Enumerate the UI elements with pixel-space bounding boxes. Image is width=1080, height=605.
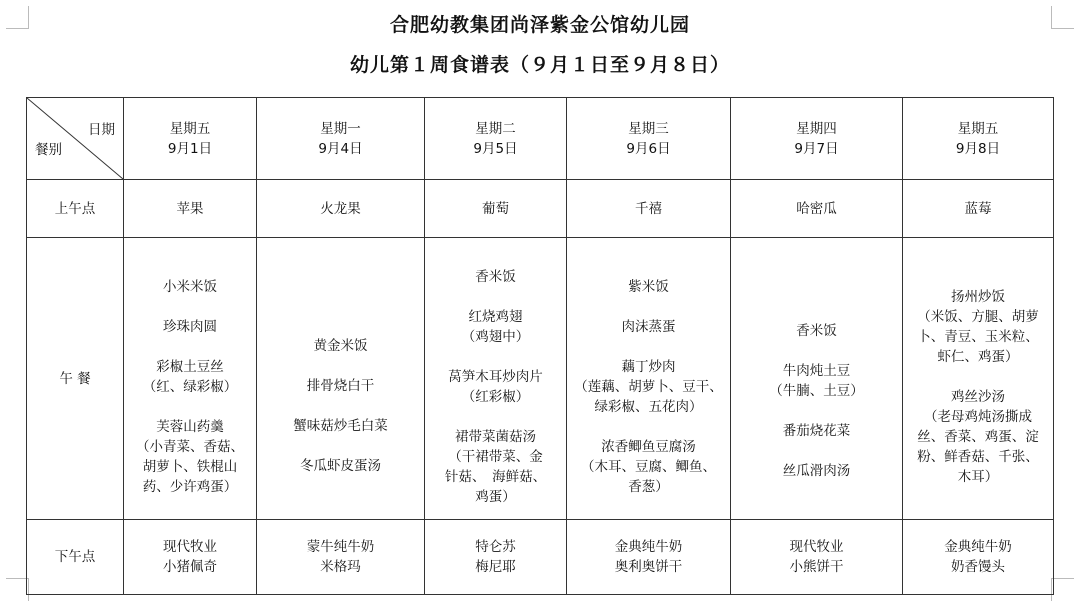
document-title: 合肥幼教集团尚泽紫金公馆幼儿园 xyxy=(389,14,690,36)
dish-name: 珍珠肉圆 xyxy=(163,318,217,335)
dish xyxy=(628,277,669,297)
dish-ingredients: （莲藕、胡萝卜、豆干、 绿彩椒、五花肉） xyxy=(574,378,723,415)
dish-name: 香米饭 xyxy=(475,268,516,285)
day-header-5 xyxy=(731,98,903,180)
dish-ingredients: （牛腩、土豆） xyxy=(769,382,864,399)
date: 9月1日 xyxy=(167,140,213,157)
date: 9月6日 xyxy=(626,140,671,157)
crop-mark-bottom-right xyxy=(1051,578,1074,601)
dish-name: 莴笋木耳炒肉片 xyxy=(448,368,543,385)
date: 9月4日 xyxy=(318,140,363,157)
dish-name: 藕丁炒肉 xyxy=(621,358,676,375)
snack-food: 奥利奥饼干 xyxy=(614,559,683,575)
lunch-cell-day-4 xyxy=(567,238,731,520)
weekday: 星期三 xyxy=(628,120,669,137)
dish-name: 丝瓜滑肉汤 xyxy=(782,462,851,479)
dish-name: 冬瓜虾皮蛋汤 xyxy=(300,457,381,474)
morning-snack-cell: 火龙果 xyxy=(257,180,425,238)
snack-food: 小熊饼干 xyxy=(789,559,844,575)
dish xyxy=(300,456,381,476)
dish xyxy=(445,427,546,507)
morning-snack-cell: 蓝莓 xyxy=(903,180,1054,238)
lunch-label: 午 餐 xyxy=(27,238,124,520)
dish xyxy=(163,277,217,297)
dish xyxy=(163,317,217,337)
morning-snack-cell: 千禧 xyxy=(567,180,731,238)
dish-name: 鸡丝沙汤 xyxy=(951,388,1005,405)
dish-name: 肉沫蒸蛋 xyxy=(621,318,676,335)
dish-name: 红烧鸡翅 xyxy=(468,308,523,325)
dish xyxy=(136,417,244,497)
dish xyxy=(314,336,368,356)
date: 9月8日 xyxy=(955,140,1001,157)
snack-drink: 金典纯牛奶 xyxy=(614,539,683,555)
dish xyxy=(783,421,851,441)
dish-name: 排骨烧白干 xyxy=(306,377,375,394)
afternoon-snack-label: 下午点 xyxy=(27,520,124,595)
dish xyxy=(622,317,676,337)
dish-ingredients: （干裙带菜、金 针菇、 海鲜菇、 鸡蛋） xyxy=(444,448,547,505)
afternoon-snack-cell xyxy=(567,520,731,595)
dish-name: 扬州炒饭 xyxy=(951,288,1005,305)
snack-food: 小猪佩奇 xyxy=(163,559,217,575)
menu-table xyxy=(26,97,1054,595)
dish xyxy=(581,437,716,497)
lunch-cell-day-1 xyxy=(124,238,257,520)
dish xyxy=(796,321,837,341)
day-header-6 xyxy=(903,98,1054,180)
lunch-cell-day-3 xyxy=(425,238,567,520)
afternoon-snack-cell xyxy=(425,520,567,595)
dish xyxy=(293,416,388,436)
date-axis-label: 日期 xyxy=(88,122,115,138)
header-row xyxy=(27,98,1054,180)
dish xyxy=(475,267,516,287)
afternoon-snack-cell xyxy=(903,520,1054,595)
snack-food: 米格玛 xyxy=(320,559,361,575)
dish-name: 牛肉炖土豆 xyxy=(782,362,851,379)
weekday: 星期一 xyxy=(320,120,361,137)
weekday: 星期四 xyxy=(796,120,837,137)
weekday: 星期五 xyxy=(169,120,211,137)
dish-name: 浓香鲫鱼豆腐汤 xyxy=(601,438,696,455)
weekday: 星期二 xyxy=(475,120,516,137)
dish-name: 裙带菜菌菇汤 xyxy=(455,428,536,445)
dish-ingredients: （鸡翅中） xyxy=(461,328,530,345)
dish xyxy=(307,376,375,396)
morning-snack-cell: 葡萄 xyxy=(425,180,567,238)
dish-ingredients: （木耳、豆腐、鲫鱼、 香葱） xyxy=(581,458,716,495)
snack-food: 梅尼耶 xyxy=(475,559,516,575)
document-subtitle: 幼儿第１周食谱表（９月１日至９月８日） xyxy=(349,54,730,76)
lunch-cell-day-2 xyxy=(257,238,425,520)
dish-name: 蟹味菇炒毛白菜 xyxy=(293,417,388,434)
morning-snack-cell: 苹果 xyxy=(124,180,257,238)
date: 9月7日 xyxy=(794,140,839,157)
dish-name: 紫米饭 xyxy=(628,278,669,295)
morning-snack-label: 上午点 xyxy=(27,180,124,238)
meal-axis-label: 餐别 xyxy=(35,142,62,158)
snack-drink: 特仑苏 xyxy=(475,539,516,555)
day-header-4 xyxy=(567,98,731,180)
dish-ingredients: （红彩椒） xyxy=(461,388,530,405)
dish xyxy=(448,367,543,407)
dish xyxy=(574,357,723,417)
snack-drink: 蒙牛纯牛奶 xyxy=(306,539,375,555)
snack-drink: 金典纯牛奶 xyxy=(944,539,1012,555)
dish-name: 芙蓉山药羹 xyxy=(156,418,224,435)
afternoon-snack-cell xyxy=(124,520,257,595)
dish xyxy=(917,287,1039,367)
afternoon-snack-cell xyxy=(257,520,425,595)
dish-name: 黄金米饭 xyxy=(313,337,368,354)
dish xyxy=(783,461,851,481)
dish-ingredients: （红、绿彩椒） xyxy=(142,378,238,395)
dish xyxy=(143,357,238,397)
day-header-2 xyxy=(257,98,425,180)
day-header-3 xyxy=(425,98,567,180)
snack-food: 奶香馒头 xyxy=(951,559,1005,575)
dish-name: 香米饭 xyxy=(796,322,837,339)
dish-ingredients: （老母鸡炖汤撕成 丝、香菜、鸡蛋、淀 粉、鲜香菇、千张、 木耳） xyxy=(917,408,1039,485)
dish xyxy=(769,361,864,401)
dish-ingredients: （米饭、方腿、胡萝 卜、青豆、玉米粒、 虾仁、鸡蛋） xyxy=(917,308,1039,365)
lunch-row xyxy=(27,238,1054,520)
lunch-cell-day-6 xyxy=(903,238,1054,520)
dish xyxy=(917,387,1039,487)
morning-snack-row xyxy=(27,180,1054,238)
dish-name: 番茄烧花菜 xyxy=(782,422,851,439)
date: 9月5日 xyxy=(473,140,518,157)
lunch-cell-day-5 xyxy=(731,238,903,520)
dish-ingredients: （小青菜、香菇、 胡萝卜、铁棍山 药、少许鸡蛋） xyxy=(136,438,244,495)
header-corner-cell xyxy=(27,98,124,180)
weekday: 星期五 xyxy=(957,120,999,137)
snack-drink: 现代牧业 xyxy=(789,539,844,555)
afternoon-snack-row xyxy=(27,520,1054,595)
morning-snack-cell: 哈密瓜 xyxy=(731,180,903,238)
dish-name: 彩椒土豆丝 xyxy=(156,358,224,375)
snack-drink: 现代牧业 xyxy=(163,539,217,555)
dish-name: 小米米饭 xyxy=(163,278,217,295)
dish xyxy=(462,307,530,347)
day-header-1 xyxy=(124,98,257,180)
afternoon-snack-cell xyxy=(731,520,903,595)
